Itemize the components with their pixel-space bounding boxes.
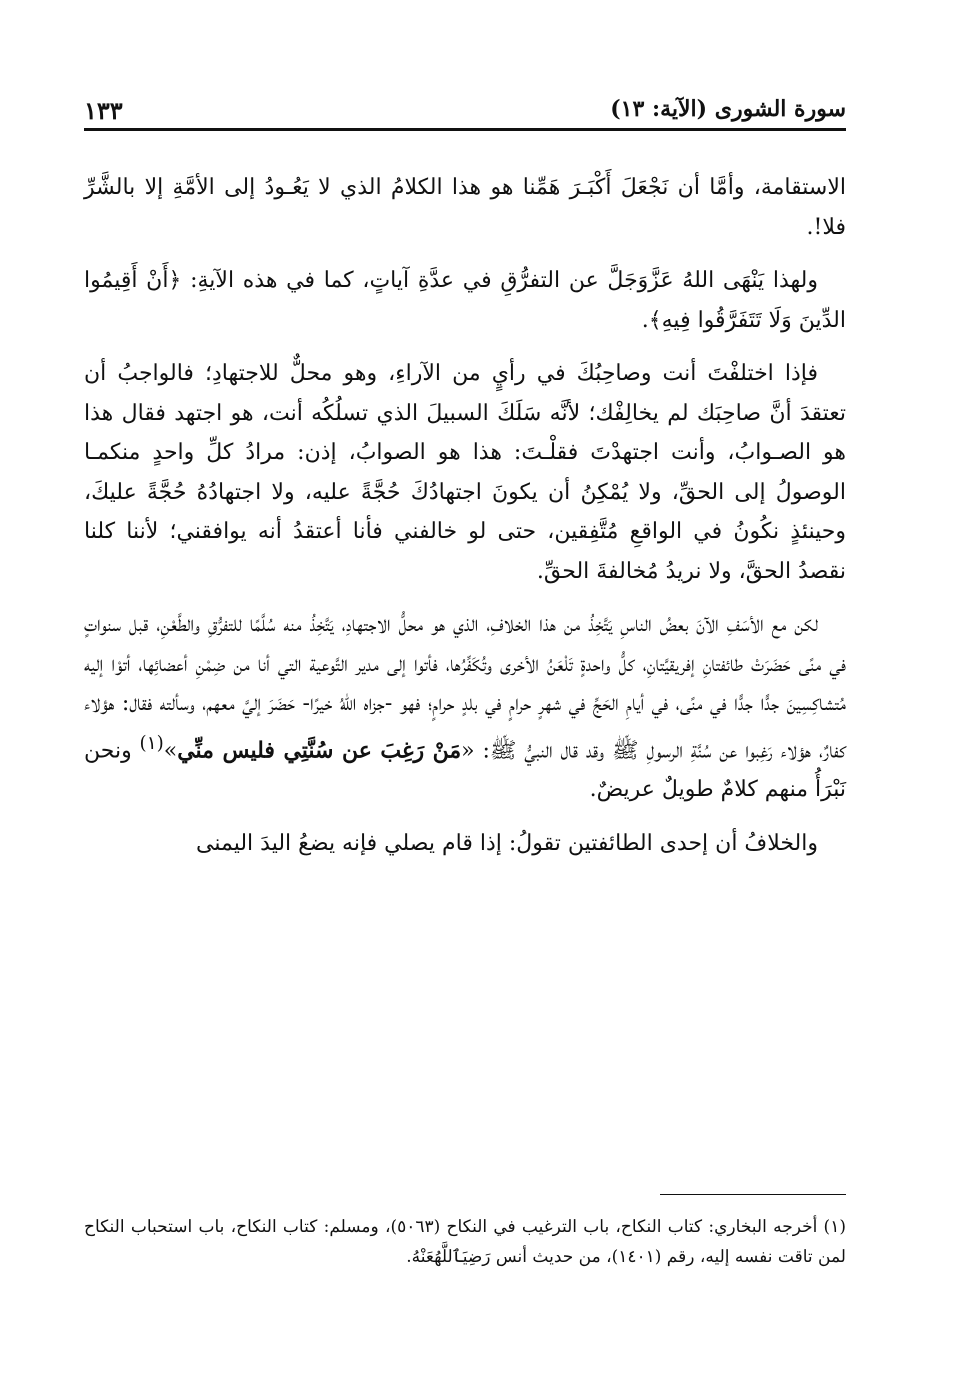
paragraph-text-end: ونحن نَبْرَأُ منهم كلامٌ طويلٌ عريضٌ.: [84, 737, 846, 803]
page-header: [84, 96, 846, 128]
paragraph: ولهذا يَنْهَى اللهُ عَزَّوَجَلَّ عن التفرُّقِ في عدَّةِ آياتٍ، كما في هذه الآيةِ: ﴿أَنْ أَقِيمُوا الدِّينَ وَلَا تَتَفَرَّقُوا فِيهِ﴾.: [84, 268, 846, 333]
page-number: ١٣٣: [84, 96, 123, 125]
paragraph: والخلافُ أن إحدى الطائفتين تقولُ: إذا قام يصلي فإنه يضعُ اليدَ اليمنى: [196, 830, 818, 856]
paragraph: فإذا اختلفْتَ أنت وصاحِبُكَ في رأيٍ من الآراءِ، وهو محلٌّ للاجتهادِ؛ فالواجبُ أن تعتقدَ أنَّ صاحِبَك لم يخالِفْك؛ لأنَّه سَلَكَ السبيلَ الذي تسلُكُه أنت، هو اجتهد فقال هذا هو الصـوابُ، وأنت اجتهدْتَ فقلْـتَ: هذا هو الصوابُ، إذن: مرادُ كلِّ واحدٍ منكمـا الوصولُ إلى الحقِّ، ولا يُمْكِنُ أن يكونَ اجتهادُكَ حُجَّةً عليه، ولا اجتهادُهُ حُجَّةً عليكَ، وحينئذٍ نكُونُ في الواقعِ مُتَّفِقين، حتى لو خالفني فأنا أعتقدُ أنه يوافقني؛ لأننا كلنا نقصدُ الحقَّ، ولا نريدُ مُخالفةَ الحقِّ.: [84, 361, 846, 584]
footnote-divider: [660, 1194, 846, 1195]
header-divider: [84, 128, 846, 131]
hadith-quote: مَنْ رَغِبَ عن سُنَّتِي فليس منِّي: [177, 736, 462, 763]
chapter-title: سورة الشورى (الآية: ١٣): [610, 96, 846, 122]
paragraph-with-hadith: [84, 605, 846, 810]
paragraph-text: لكن مع الأسَفِ الآنَ بعضُ الناسِ يَتَّخِذُ من هذا الخلافِ، الذي هو محلُّ الاجتهادِ، يَتَّخِذُ منه سُلَّمًا للتفرُّقِ والطَّعْنِ، قبل سنواتٍ في منًى حَضَرَتْ طائفتانِ إفريقيَّتانِ، كلُّ واحدةٍ تَلْعَنُ الأخرى وتُكَفِّرُها، فأتوا إلى مدير التَّوعية التي أنا من ضِمْنِ أعضائِها، أتوْا إليه مُتشاكِسِينَ جدًّا جدًّا في منًى، في أيامِ الحَجِّ في شهرٍ حرامٍ في بلدٍ حرامٍ؛ فهو -جزاه اللهُ خيرًا- حَضَرَ إليَّ معهم، وسألته فقال: هؤلاء كفارٌ، هؤلاء رَغِبوا عن سُنَّةِ الرسولِ ﷺ وقد قال النبيُّ ﷺ: «: [84, 612, 846, 763]
footnotes-section: [84, 1212, 846, 1272]
quote-close: »: [163, 737, 178, 763]
main-text: [84, 168, 846, 877]
paragraph: الاستقامة، وأمَّا أن نَجْعَلَ أَكْبَـرَ هَمِّنا هو هذا الكلامُ الذي لا يَعُـودُ إلى الأمَّةِ إلا بالشَّرِّ فلا!.: [84, 175, 846, 240]
footnote: (١) أخرجه البخاري: كتاب النكاح، باب الترغيب في النكاح (٥٠٦٣)، ومسلم: كتاب النكاح، باب استحباب النكاح لمن تاقت نفسه إليه، رقم (١٤٠١)، من حديث أنس رَضِيَٱللَّهُعَنْهُ.: [84, 1217, 846, 1267]
footnote-reference[interactable]: (١): [139, 732, 164, 754]
